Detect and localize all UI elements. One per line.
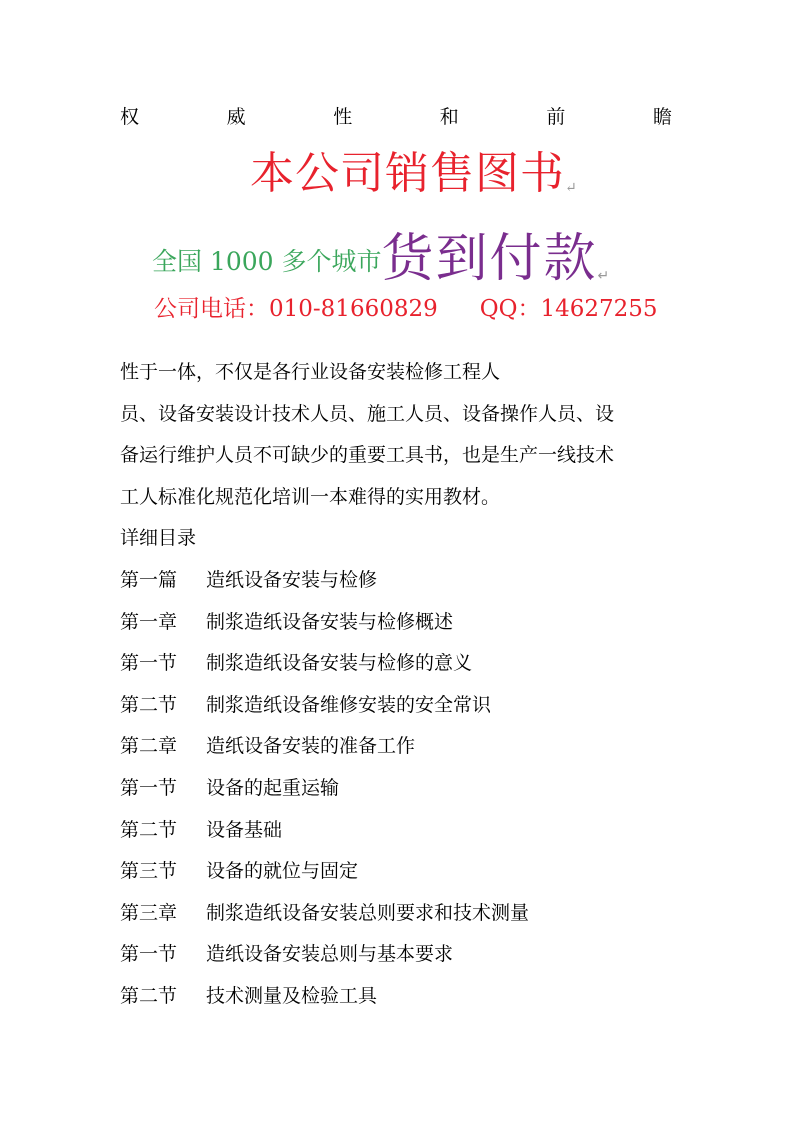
spaced-heading-line [120,105,672,129]
toc-entry-label: 第一篇 [120,569,178,591]
heading-char: 瞻 [652,106,672,128]
toc-entry [120,976,676,1018]
toc-entry [120,685,676,727]
heading-char: 威 [226,106,246,128]
toc-entry-title: 设备的起重运输 [206,776,340,799]
banner-title [250,146,578,216]
intro-line: 员、设备安装设计技术人员、施工人员、设备操作人员、设 [120,402,615,425]
heading-char: 权 [120,106,140,128]
toc-entry-label: 第二节 [120,984,178,1007]
intro-line: 备运行维护人员不可缺少的重要工具书，也是生产一线技术 [120,444,615,467]
toc-entry-title: 制浆造纸设备安装总则要求和技术测量 [206,901,530,924]
toc-entry-title: 设备的就位与固定 [206,860,359,883]
toc-entry-label: 第三节 [120,860,178,883]
toc-entry-title: 造纸设备安装与检修 [206,569,378,591]
banner-phone: 公司电话：010-81660829 [154,296,438,322]
toc-entry [120,768,676,810]
advertisement-banner [120,140,675,335]
toc-entry [120,643,676,685]
toc-entry-title: 造纸设备安装总则与基本要求 [206,943,454,966]
intro-paragraph [120,352,676,560]
toc-entry-title: 制浆造纸设备安装与检修概述 [206,610,454,633]
toc-entry-label: 第一节 [120,776,178,799]
banner-cash-on-delivery: 货到付款 [381,229,598,289]
toc-entry-label: 第二章 [120,735,178,758]
toc-entry [120,934,676,976]
return-mark-icon: ↵ [597,268,610,284]
table-of-contents [120,560,676,1018]
toc-entry-title: 制浆造纸设备维修安装的安全常识 [206,693,492,716]
intro-line: 性于一体，不仅是各行业设备安装检修工程人 [120,361,501,383]
toc-entry-label: 第一节 [120,943,178,966]
toc-entry-title: 制浆造纸设备安装与检修的意义 [206,652,473,675]
banner-delivery-row [152,216,609,291]
banner-qq: QQ：14627255 [479,296,658,322]
toc-heading: 详细目录 [120,527,197,550]
toc-entry [120,726,676,768]
toc-entry [120,560,676,602]
return-mark-icon: ↵ [565,180,578,196]
toc-entry [120,810,676,852]
toc-entry-label: 第一节 [120,652,178,675]
toc-entry [120,893,676,935]
toc-entry [120,851,676,893]
heading-char: 性 [333,106,353,128]
heading-char: 和 [439,106,459,128]
banner-cities: 全国 1000 多个城市 [152,247,382,276]
banner-contact-row [154,294,658,324]
heading-char: 前 [546,106,566,128]
toc-entry-label: 第一章 [120,610,178,633]
intro-line: 工人标准化规范化培训一本难得的实用教材。 [120,485,501,508]
toc-entry-label: 第二节 [120,818,178,841]
banner-title-text: 本公司销售图书 [250,148,565,199]
toc-entry-title: 造纸设备安装的准备工作 [206,735,416,758]
toc-entry [120,602,676,644]
toc-entry-title: 设备基础 [206,818,283,841]
toc-entry-title: 技术测量及检验工具 [206,984,378,1007]
toc-entry-label: 第三章 [120,901,178,924]
toc-entry-label: 第二节 [120,693,178,716]
